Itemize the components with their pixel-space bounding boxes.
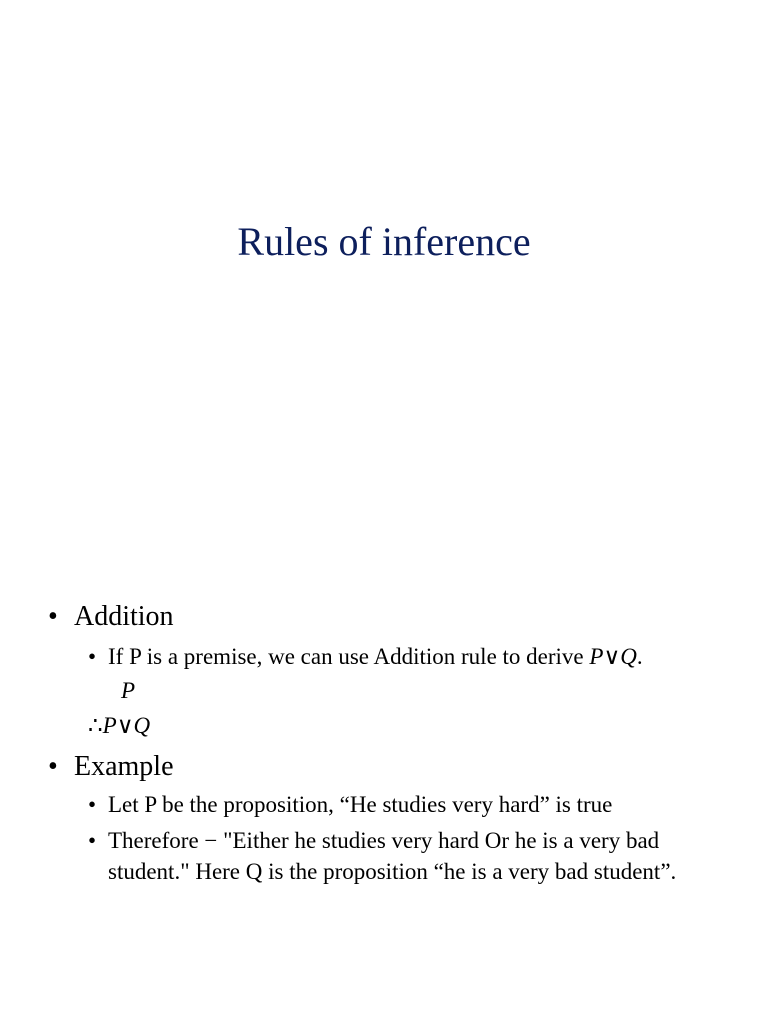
addition-formula: P∨Q [589, 644, 637, 669]
example-subitem-2-text: Therefore − "Either he studies very hard Or he is a very bad student." Here Q is the proposition “he is a very bad student”. [108, 828, 677, 884]
bullet-example-label: Example [74, 751, 174, 782]
inference-conclusion-line [88, 711, 150, 741]
addition-subitem-text: If P is a premise, we can use Addition rule to derive [108, 644, 590, 669]
sub-bullet-dot: • [88, 828, 97, 853]
example-subitem-2 [88, 825, 713, 887]
sub-bullet-dot: • [88, 792, 97, 817]
addition-subitem [88, 641, 738, 672]
example-subitem-1-text: Let P be the proposition, “He studies very hard” is true [108, 792, 613, 817]
inference-conclusion: P∨Q [102, 713, 151, 738]
slide-title: Rules of inference [237, 219, 531, 264]
therefore-symbol: ∴ [88, 713, 103, 738]
inference-premise: P [121, 678, 136, 703]
bullet-addition-label: Addition [74, 601, 174, 632]
sub-bullet-dot: • [88, 644, 97, 669]
bullet-addition [48, 600, 174, 634]
bullet-dot: • [48, 751, 58, 782]
addition-subitem-period: . [636, 644, 643, 669]
bullet-example [48, 750, 174, 784]
bullet-dot: • [48, 601, 58, 632]
example-subitem-1 [88, 789, 738, 820]
